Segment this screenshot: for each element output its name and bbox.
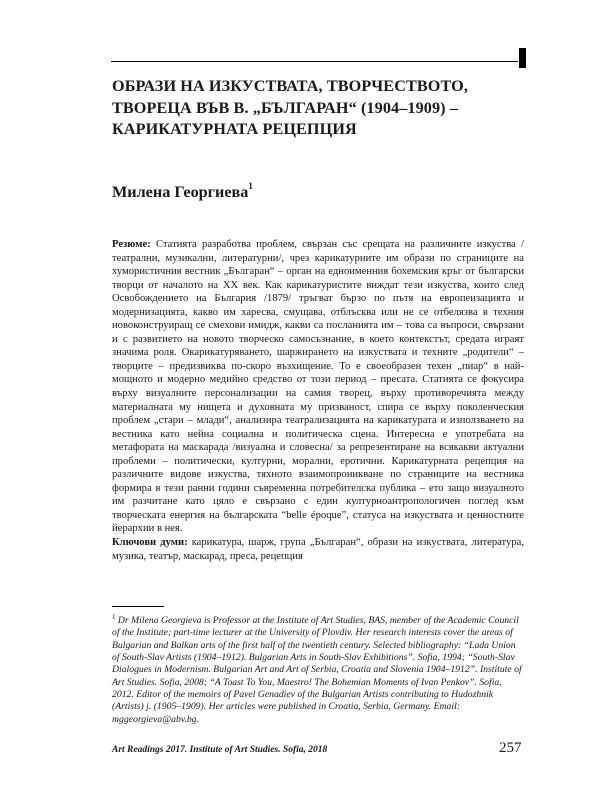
abstract-text: Статията разработва проблем, свързан със срещата на различните изкуства /театрални, музикални, литературни/, чрез карикатурните им образи по страниците на хумористичния вестник „Българан“ – орган на едноименния бохемския кръг от български творци от началото на ХХ век. Как карикатуристите виждат тези изкуства, които след Освобождението на България /1879/ тръгват бързо по пътя на европеизацията и модернизацията, какво им харесва, смущава, отблъсква или не се отбелязва в техния новоконструиращ се смехови имидж, какви са посланията им – това са въпроси, свързани и с развитието на новото творческо самосъзнание, в което контекстът, средата играят значима роля. Окарикатуряването, шаржирането на изкуствата и техните „родители“ – творците – предизвиква по-скоро възхищение. То е своеобразен техен „пиар“ в най-мощното и модерно медийно средство от този период – пресата. Статията се фокусира върху визуалните персонализации на самия творец, върху противоречията между материалната му нищета и духовната му призваност, спира се върху поколенческия проблем „стари – млади“, анализира театрализацията на карикатурата и използването на вестника като нейна социална и политическа сцена. Интересна е употребата на метафората на маскарада /визуална и словесна/ за репрезентиране на всякакви актуални проблеми – политически, културни, морални, еротични. Карикатурната рецепция на различните видове изкуства, тяхното взаимопроникване по страниците на вестника формира в тези ранни години съвременна потребителска публика – ето защо визуалното им разчитане като цяло е свързано с един културноантропологичен поглед към творческата енергия на българската “belle époque”, статуса на изкуствата и ценностните йерархии в нея. bbox=[112, 239, 524, 535]
author-footnote-mark: 1 bbox=[248, 180, 253, 191]
header-rule bbox=[111, 61, 518, 62]
abstract-paragraph bbox=[112, 238, 524, 536]
footer-source: Art Readings 2017. Institute of Art Studies. Sofia, 2018 bbox=[112, 745, 328, 755]
page-number: 257 bbox=[499, 740, 522, 756]
header-marker bbox=[519, 48, 526, 68]
abstract-label: Резюме: bbox=[112, 239, 151, 250]
keywords-paragraph bbox=[112, 536, 524, 563]
footnote bbox=[112, 612, 524, 726]
footnote-rule bbox=[112, 606, 164, 607]
article-title: ОБРАЗИ НА ИЗКУСТВАТА, ТВОРЧЕСТВОТО, ТВОРЕЦА ВЪВ В. „БЪЛГАРАН“ (1904–1909) – КАРИКАТУРНАТА РЕЦЕПЦИЯ bbox=[112, 77, 468, 138]
author-line bbox=[112, 182, 253, 202]
keywords-label: Ключови думи: bbox=[112, 537, 188, 549]
keywords-text: карикатура, шарж, група „Българан“, образи на изкуствата, литература, музика, театър, маскарад, преса, рецепция bbox=[112, 537, 524, 562]
footnote-mark: 1 bbox=[112, 612, 116, 621]
footnote-text: Dr Milena Georgieva is Professor at the Institute of Art Studies, BAS, member of the Academic Council of the Institute; part-time lecturer at the University of Plovdiv. Her research interests cover the areas of Bulgarian and Balkan arts of the first half of the twentieth century. Selected bibliography: “Lada Union of South-Slav Artists (1904–1912). Bulgarian Arts in South-Slav Exhibitions”. Sofia, 1994; “South-Slav Dialogues in Modernism. Bulgarian Art and Art of Serbia, Croatia and Slovenia 1904–1912”. Institute of Art Studies. Sofia, 2008; “A Toast To You, Maestro! The Bohemian Moments of Ivan Penkov”. Sofia, 2012. Editor of the memoirs of Pavel Genadiev of the Bulgarian Artists contributing to Hudozhnik (Artists) j. (1905–1909). Her articles were published in Croatia, Serbia, Germany. Email: mggeorgieva@abv.bg. bbox=[112, 615, 522, 725]
author-name: Милена Георгиева bbox=[112, 183, 249, 201]
abstract-block bbox=[112, 238, 524, 563]
